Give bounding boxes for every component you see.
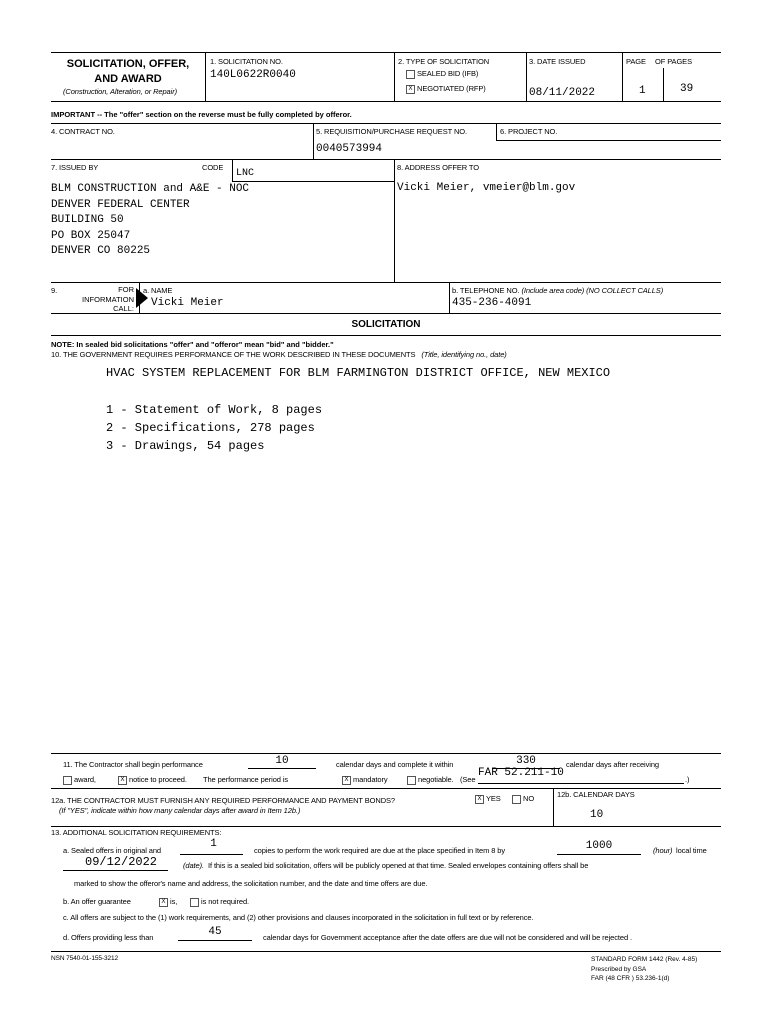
standard-form-info: STANDARD FORM 1442 (Rev. 4-85) Prescribed by GSA FAR (48 CFR ) 53.236-1(d) — [591, 956, 698, 982]
performance-period-label: The performance period is — [203, 775, 289, 784]
hour-label: (hour) — [653, 846, 673, 855]
item-10-label: 10. THE GOVERNMENT REQUIRES PERFORMANCE OF THE WORK DESCRIBED IN THESE DOCUMENTS (Title, identifying no., date) — [51, 350, 507, 359]
important-notice: IMPORTANT -- The "offer" section on the reverse must be fully completed by offeror. — [51, 110, 352, 119]
local-time-label: local time — [676, 846, 707, 855]
issued-by-address — [51, 182, 249, 260]
requisition-no-value[interactable]: 0040573994 — [316, 143, 383, 155]
address-line: PO BOX 25047 — [51, 229, 131, 242]
notice-checkbox[interactable]: X — [118, 776, 127, 785]
page-value[interactable]: 1 — [639, 85, 646, 97]
item-9-number: 9. — [51, 286, 58, 295]
item-13-label: 13. ADDITIONAL SOLICITATION REQUIREMENTS: — [51, 828, 222, 837]
calendar-days-value[interactable]: 10 — [590, 809, 604, 821]
negotiated-checkbox[interactable]: X — [406, 85, 415, 94]
nsn-number: NSN 7540-01-155-3212 — [51, 955, 119, 962]
due-date-value[interactable]: 09/12/2022 — [85, 855, 158, 869]
item-13a-text2: copies to perform the work required are due at the place specified in Item 8 by — [254, 846, 505, 855]
negotiated-option[interactable]: X NEGOTIATED (RFP) — [406, 84, 486, 94]
requisition-no-label: 5. REQUISITION/PURCHASE REQUEST NO. — [316, 127, 467, 136]
bonds-yes-option[interactable]: X YES — [475, 794, 501, 804]
bonds-sublabel: (If "YES", indicate within how many calendar days after award in Item 12b.) — [59, 806, 301, 815]
solicitation-type-label: 2. TYPE OF SOLICITATION — [398, 57, 490, 66]
for-info-label: FOR INFORMATION CALL: — [82, 285, 134, 313]
guarantee-is-checkbox[interactable]: X — [159, 898, 168, 907]
award-checkbox[interactable] — [63, 776, 72, 785]
project-no-label: 6. PROJECT NO. — [500, 127, 558, 136]
award-option[interactable]: award, — [63, 775, 96, 785]
negotiable-option[interactable]: negotiable. — [407, 775, 454, 785]
item-11-text-b: calendar days and complete it within — [336, 760, 454, 769]
address-offer-value[interactable]: Vicki Meier, vmeier@blm.gov — [397, 182, 576, 194]
telephone-label: b. TELEPHONE NO. (Include area code) (NO COLLECT CALLS) — [452, 286, 664, 295]
item-13d-text1: d. Offers providing less than — [63, 933, 154, 942]
address-line: BLM CONSTRUCTION and A&E - NOC — [51, 183, 250, 195]
telephone-value[interactable]: 435-236-4091 — [452, 297, 532, 309]
item-13c-text: c. All offers are subject to the (1) work requirements, and (2) other provisions and clauses incorporated in the solicitation in full text or by reference. — [63, 913, 534, 922]
see-reference-value[interactable]: FAR 52.211-10 — [478, 767, 564, 779]
guarantee-isnot-option[interactable]: is not required. — [190, 897, 249, 907]
address-line: DENVER FEDERAL CENTER — [51, 198, 190, 211]
negotiable-checkbox[interactable] — [407, 776, 416, 785]
solicitation-heading: SOLICITATION — [351, 319, 421, 330]
notice-option[interactable]: X notice to proceed. — [118, 775, 187, 785]
date-issued-value[interactable]: 08/11/2022 — [529, 87, 596, 99]
date-label: (date). — [183, 861, 204, 870]
bonds-label: 12a. THE CONTRACTOR MUST FURNISH ANY REQUIRED PERFORMANCE AND PAYMENT BONDS? — [51, 796, 395, 805]
bonds-no-checkbox[interactable] — [512, 795, 521, 804]
calendar-days-label: 12b. CALENDAR DAYS — [557, 790, 635, 799]
complete-days-value[interactable]: 330 — [516, 755, 536, 767]
item-13d-text2: calendar days for Government acceptance after the date offers are due will not be considered and will be rejected . — [263, 933, 633, 942]
item-13a-text1: a. Sealed offers in original and — [63, 846, 161, 855]
info-name-value[interactable]: Vicki Meier — [151, 297, 224, 309]
item-11-text-a: 11. The Contractor shall begin performance — [63, 760, 203, 769]
solicitation-no-value[interactable]: 140L0622R0040 — [210, 69, 296, 81]
close-paren: .) — [685, 775, 690, 784]
code-label: CODE — [202, 163, 224, 172]
item-13a-text6: If this is a sealed bid solicitation, offers will be publicly opened at that time. Sealed envelopes containing offers shall be — [208, 861, 589, 870]
code-value[interactable]: LNC — [236, 168, 255, 179]
bonds-no-option[interactable]: NO — [512, 794, 534, 804]
guarantee-is-option[interactable]: X is, — [159, 897, 177, 907]
begin-days-value[interactable]: 10 — [275, 755, 289, 767]
acceptance-days-value[interactable]: 45 — [208, 926, 222, 938]
page-label: PAGE — [626, 57, 646, 66]
item-13a-text7: marked to show the offeror's name and address, the solicitation number, and the date and time offers are due. — [74, 879, 428, 888]
form-subtitle: (Construction, Alteration, or Repair) — [63, 87, 177, 96]
see-label: (See — [460, 775, 476, 784]
guarantee-isnot-checkbox[interactable] — [190, 898, 199, 907]
mandatory-option[interactable]: X mandatory — [342, 775, 388, 785]
form-title: SOLICITATION, OFFER, AND AWARD — [66, 58, 190, 85]
mandatory-checkbox[interactable]: X — [342, 776, 351, 785]
bonds-yes-checkbox[interactable]: X — [475, 795, 484, 804]
offer-guarantee-label: b. An offer guarantee — [63, 897, 131, 906]
item-11-text-c: calendar days after receiving — [566, 760, 659, 769]
pages-value[interactable]: 39 — [680, 83, 694, 95]
issued-by-label: 7. ISSUED BY — [51, 163, 99, 172]
due-time-value[interactable]: 1000 — [585, 840, 613, 852]
list-item: 1 - Statement of Work, 8 pages — [106, 403, 323, 417]
address-line: DENVER CO 80225 — [51, 245, 151, 257]
address-offer-label: 8. ADDRESS OFFER TO — [397, 163, 480, 172]
sealed-bid-checkbox[interactable] — [406, 70, 415, 79]
list-item: 2 - Specifications, 278 pages — [106, 421, 315, 435]
address-line: BUILDING 50 — [51, 214, 124, 226]
contract-no-label: 4. CONTRACT NO. — [51, 127, 115, 136]
date-issued-label: 3. DATE ISSUED — [529, 57, 586, 66]
of-pages-label: OF PAGES — [655, 57, 692, 66]
list-item: 3 - Drawings, 54 pages — [106, 439, 265, 453]
sealed-bid-option[interactable]: SEALED BID (IFB) — [406, 69, 478, 79]
info-name-label: a. NAME — [143, 286, 173, 295]
solicitation-no-label: 1. SOLICITATION NO. — [210, 57, 283, 66]
document-list — [106, 401, 322, 455]
sealed-bid-note: NOTE: In sealed bid solicitations "offer" and "offeror" mean "bid" and "bidder." — [51, 340, 334, 349]
copies-value[interactable]: 1 — [210, 838, 217, 850]
work-title: HVAC SYSTEM REPLACEMENT FOR BLM FARMINGTON DISTRICT OFFICE, NEW MEXICO — [106, 366, 611, 380]
